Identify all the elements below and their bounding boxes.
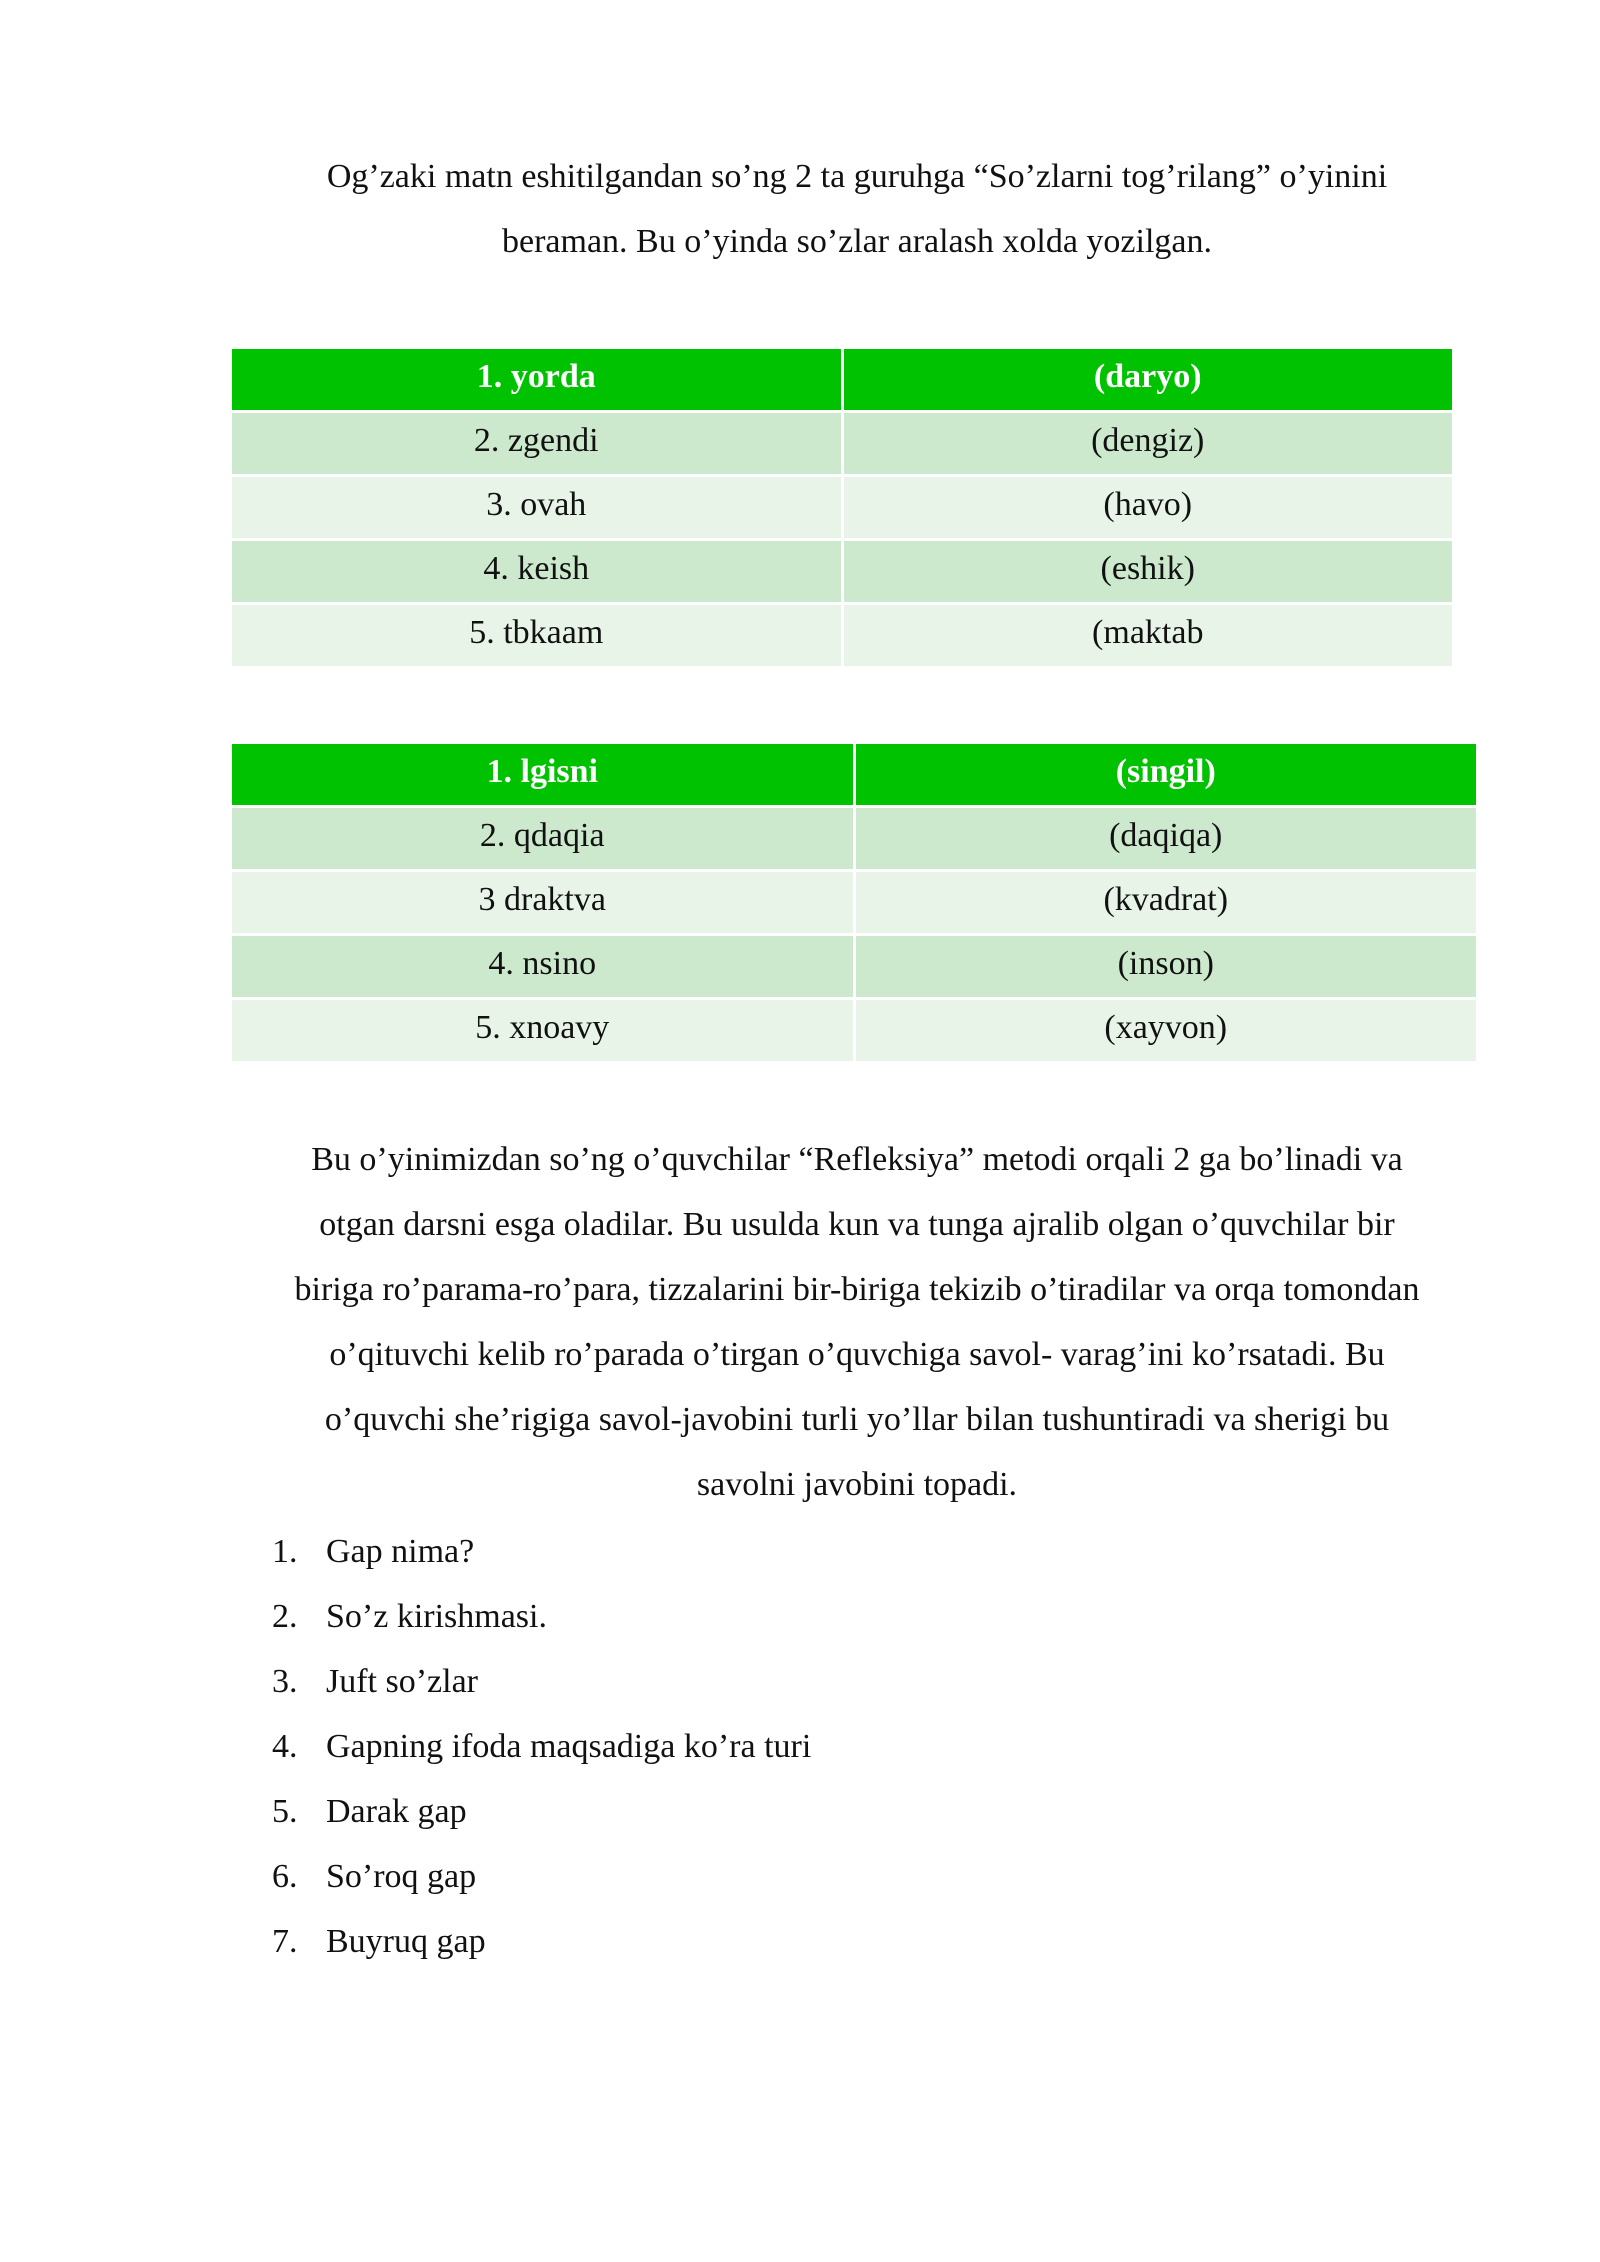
answer-word-cell: (maktab [844,605,1453,666]
answer-word-cell: (kvadrat) [856,872,1477,933]
table-row [232,808,1476,869]
question-text: Juft so’zlar [326,1663,479,1700]
answer-word-cell: (eshik) [844,541,1453,602]
answer-word-cell: (dengiz) [844,413,1453,474]
question-text: So’z kirishmasi. [326,1598,547,1635]
question-text: Buyruq gap [326,1923,486,1960]
scrambled-word-cell: 4. keish [232,541,841,602]
answer-word-cell: (havo) [844,477,1453,538]
paragraph-line: biriga ro’parama-ro’para, tizzalarini bir-biriga tekizib o’tiradilar va orqa tomondan [294,1271,1420,1308]
list-item [272,1779,811,1844]
scrambled-word-cell: 3. ovah [232,477,841,538]
list-item [272,1519,811,1584]
scrambled-word-cell: 2. qdaqia [232,808,853,869]
list-item [272,1584,811,1649]
intro-line: beraman. Bu o’yinda so’zlar aralash xolda yozilgan. [502,223,1212,260]
question-list [272,1519,811,1974]
table-header-row [232,744,1476,805]
list-number: 6. [272,1858,298,1895]
paragraph-line: savolni javobini topadi. [696,1466,1018,1503]
list-number: 7. [272,1923,298,1960]
list-number: 2. [272,1598,298,1635]
question-text: So’roq gap [326,1858,477,1895]
scrambled-word-cell: 4. nsino [232,936,853,997]
scrambled-word-cell: 3 draktva [232,872,853,933]
table-row [232,413,1452,474]
list-number: 5. [272,1793,298,1830]
reflection-paragraph [226,1127,1488,1517]
paragraph-line: o’quvchi she’rigiga savol-javobini turli yo’llar bilan tushuntiradi va sherigi bu [324,1401,1390,1438]
paragraph-line: Bu o’yinimizdan so’ng o’quvchilar “Refleksiya” metodi orqali 2 ga bo’linadi va [311,1141,1403,1178]
paragraph-line: o’qituvchi kelib ro’parada o’tirgan o’quvchiga savol- varag’ini ko’rsatadi. Bu [329,1336,1385,1373]
answer-word-cell: (inson) [856,936,1477,997]
paragraph-line: otgan darsni esga oladilar. Bu usulda kun va tunga ajralib olgan o’quvchilar bir [319,1206,1395,1243]
list-item [272,1844,811,1909]
intro-line: Og’zaki matn eshitilgandan so’ng 2 ta guruhga “So’zlarni tog’rilang” o’yinini [326,158,1388,195]
list-item [272,1649,811,1714]
table-header-row [232,349,1452,410]
table-row [232,936,1476,997]
scrambled-word-cell: 2. zgendi [232,413,841,474]
scrambled-word-cell: 5. tbkaam [232,605,841,666]
answer-word-cell: (daryo) [844,349,1453,410]
question-text: Gap nima? [326,1533,475,1570]
answer-word-cell: (xayvon) [856,1000,1477,1061]
list-number: 4. [272,1728,298,1765]
table-row [232,605,1452,666]
list-number: 1. [272,1533,298,1570]
table-row [232,477,1452,538]
scrambled-word-cell: 1. yorda [232,349,841,410]
question-text: Darak gap [326,1793,467,1830]
table-row [232,541,1452,602]
list-number: 3. [272,1663,298,1700]
table-row [232,1000,1476,1061]
question-text: Gapning ifoda maqsadiga ko’ra turi [326,1728,812,1765]
scrambled-word-cell: 1. lgisni [232,744,853,805]
scrambled-word-cell: 5. xnoavy [232,1000,853,1061]
word-table-2 [229,741,1479,1064]
list-item [272,1909,811,1974]
answer-word-cell: (singil) [856,744,1477,805]
answer-word-cell: (daqiqa) [856,808,1477,869]
list-item [272,1714,811,1779]
word-table-1 [229,346,1455,669]
table-row [232,872,1476,933]
intro-paragraph [226,144,1488,274]
